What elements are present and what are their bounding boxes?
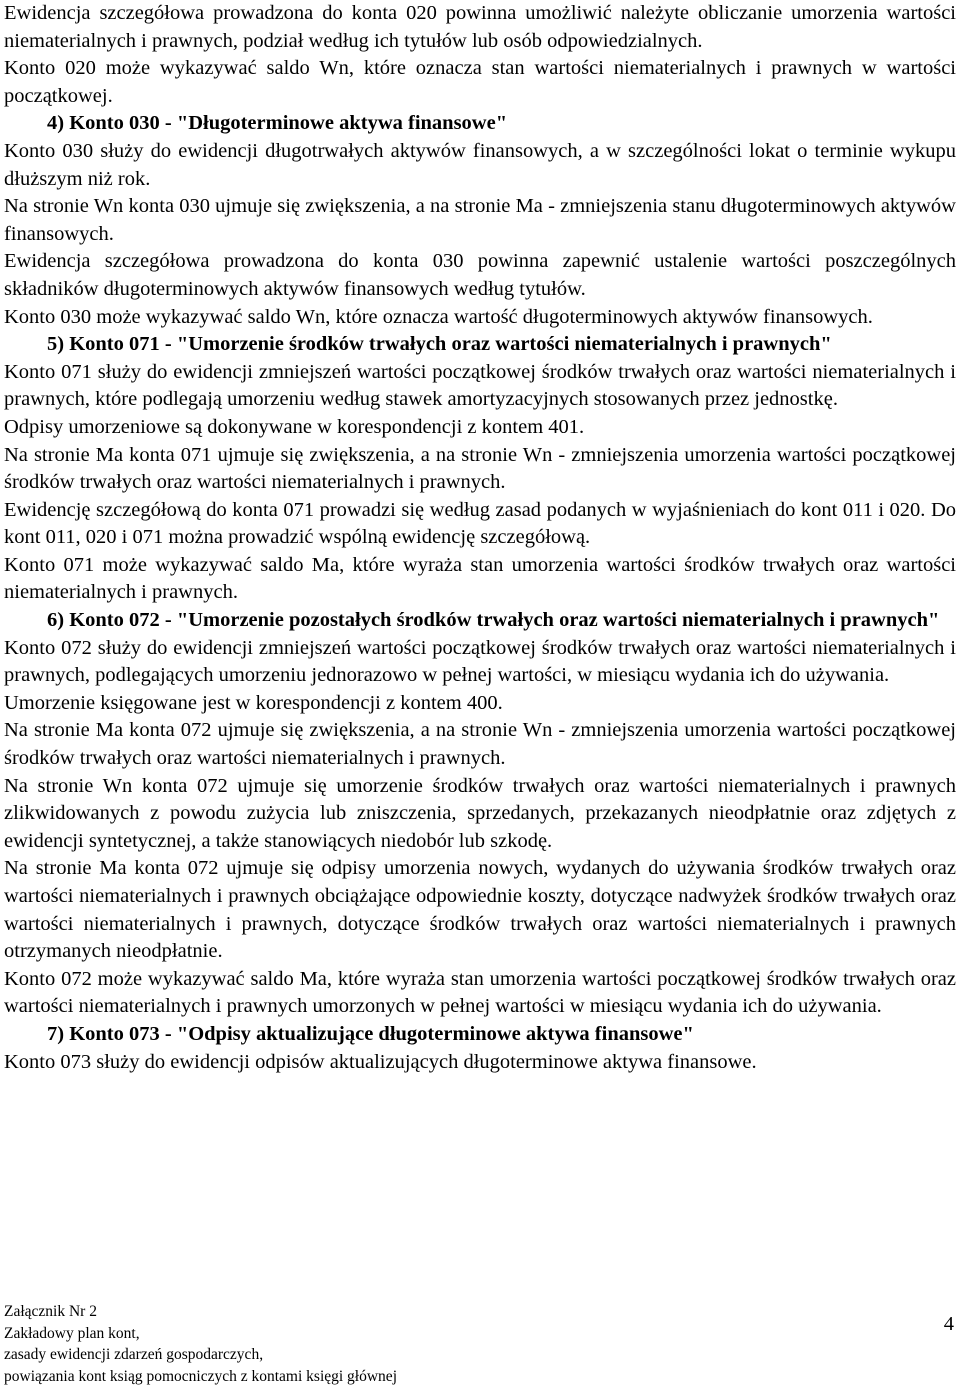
section-heading-4: 4) Konto 030 - "Długoterminowe aktywa finansowe" [47,112,508,135]
footer-line: zasady ewidencji zdarzeń gospodarczych, [4,1346,264,1364]
document-body [4,0,956,1076]
paragraph: Na stronie Wn konta 030 ujmuje się zwiększenia, a na stronie Ma - zmniejszenia stanu długoterminowych aktywów finansowych. [4,195,956,245]
paragraph: Na stronie Ma konta 072 ujmuje się zwiększenia, a na stronie Wn - zmniejszenia umorzenia wartości początkowej środków trwałych oraz wartości niematerialnych i prawnych. [4,719,956,770]
paragraph: Konto 071 może wykazywać saldo Ma, które wyraża stan umorzenia wartości środków trwałych oraz wartości niematerialnych i prawnych. [4,553,956,604]
section-heading-5: 5) Konto 071 - "Umorzenie środków trwałych oraz wartości niematerialnych i prawnych" [47,333,832,356]
paragraph: Na stronie Wn konta 072 ujmuje się umorzenie środków trwałych oraz wartości niematerialnych i prawnych zlikwidowanych z powodu zużycia lub zniszczenia, sprzedanych, przekazanych nieodpłatnie oraz zdjętych z ewidencji syntetycznej, a także stanowiących niedobór lub szkodę. [4,774,956,852]
paragraph: Na stronie Ma konta 072 ujmuje się odpisy umorzenia nowych, wydanych do używania środków trwałych oraz wartości niematerialnych i prawnych obciążające odpowiednie koszty, dotyczące nadwyżek środków trwałych oraz wartości niematerialnych i prawnych, dotyczące środków trwałych oraz wartości niematerialnych i prawnych otrzymanych nieodpłatnie. [4,857,956,963]
paragraph: Konto 073 służy do ewidencji odpisów aktualizujących długoterminowe aktywa finansowe. [4,1050,757,1073]
footer-line: Zakładowy plan kont, [4,1324,140,1342]
paragraph: Umorzenie księgowane jest w korespondencji z kontem 400. [4,691,503,714]
section-heading-6: 6) Konto 072 - "Umorzenie pozostałych środków trwałych oraz wartości niematerialnych i prawnych" [47,609,940,632]
paragraph: Na stronie Ma konta 071 ujmuje się zwiększenia, a na stronie Wn - zmniejszenia umorzenia wartości początkowej środków trwałych oraz wartości niematerialnych i prawnych. [4,443,956,494]
paragraph: Konto 030 służy do ewidencji długotrwałych aktywów finansowych, a w szczególności lokat o terminie wykupu dłuższym niż rok. [4,139,956,190]
paragraph: Odpisy umorzeniowe są dokonywane w korespondencji z kontem 401. [4,415,585,438]
page-number: 4 [943,1313,954,1335]
paragraph: Konto 071 służy do ewidencji zmniejszeń wartości początkowej środków trwałych oraz wartości niematerialnych i prawnych, które podlegają umorzeniu według stawek amortyzacyjnych stosowanych przez jednostkę. [4,360,956,411]
paragraph: Ewidencja szczegółowa prowadzona do konta 030 powinna zapewnić ustalenie wartości poszczególnych składników długoterminowych aktywów finansowych według tytułów. [4,250,956,300]
paragraph: Konto 072 służy do ewidencji zmniejszeń wartości początkowej środków trwałych oraz wartości niematerialnych i prawnych, podlegających umorzeniu jednorazowo w pełnej wartości, w miesiącu wydania ich do używania. [4,636,956,687]
footer-line: Załącznik Nr 2 [4,1303,97,1320]
footer-line: powiązania kont ksiąg pomocniczych z kontami księgi głównej [4,1367,397,1385]
paragraph: Ewidencja szczegółowa prowadzona do konta 020 powinna umożliwić należyte obliczanie umorzenia wartości niematerialnych i prawnych, podział według ich tytułów lub osób odpowiedzialnych. [4,2,956,52]
paragraph: Ewidencję szczegółową do konta 071 prowadzi się według zasad podanych w wyjaśnieniach do kont 011 i 020. Do kont 011, 020 i 071 można prowadzić wspólną ewidencję szczegółową. [4,498,956,549]
paragraph: Konto 030 może wykazywać saldo Wn, które oznacza wartość długoterminowych aktywów finansowych. [4,305,873,328]
paragraph: Konto 020 może wykazywać saldo Wn, które oznacza stan wartości niematerialnych i prawnych w wartości początkowej. [4,57,956,107]
page-footer [4,1301,956,1387]
section-heading-7: 7) Konto 073 - "Odpisy aktualizujące długoterminowe aktywa finansowe" [47,1022,694,1045]
paragraph: Konto 072 może wykazywać saldo Ma, które wyraża stan umorzenia wartości początkowej środków trwałych oraz wartości niematerialnych i prawnych umorzonych w pełnej wartości w miesiącu wydania ich do używania. [4,967,956,1018]
